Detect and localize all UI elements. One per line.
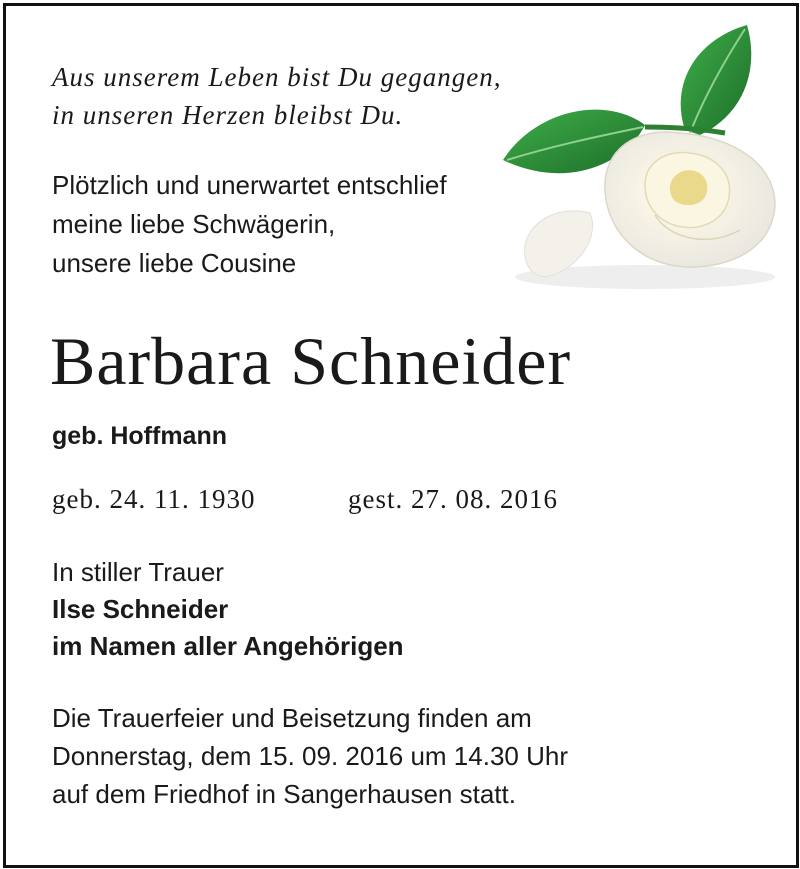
intro-line-1: Plötzlich und unerwartet entschlief xyxy=(52,170,447,200)
intro-line-2: meine liebe Schwägerin, xyxy=(52,209,336,239)
ceremony-line-3: auf dem Friedhof in Sangerhausen statt. xyxy=(52,779,516,809)
leaf-top xyxy=(681,25,752,135)
death-date: gest. 27. 08. 2016 xyxy=(348,484,558,514)
quote-line-1: Aus unserem Leben bist Du gegangen, xyxy=(52,62,502,92)
mourners-intro: In stiller Trauer xyxy=(52,557,224,587)
white-rose-image xyxy=(495,15,790,300)
birth-date: geb. 24. 11. 1930 xyxy=(52,484,256,514)
quote-line-2: in unseren Herzen bleibst Du. xyxy=(52,100,404,130)
ceremony-line-2: Donnerstag, dem 15. 09. 2016 um 14.30 Uhr xyxy=(52,741,568,771)
ceremony-line-1: Die Trauerfeier und Beisetzung finden am xyxy=(52,703,532,733)
maiden-name: geb. Hoffmann xyxy=(52,422,227,450)
mourners-family: im Namen aller Angehörigen xyxy=(52,631,404,661)
intro-line-3: unsere liebe Cousine xyxy=(52,248,297,278)
deceased-name: Barbara Schneider xyxy=(50,323,572,399)
rose-center xyxy=(670,170,707,205)
mourner-name: Ilse Schneider xyxy=(52,594,229,624)
